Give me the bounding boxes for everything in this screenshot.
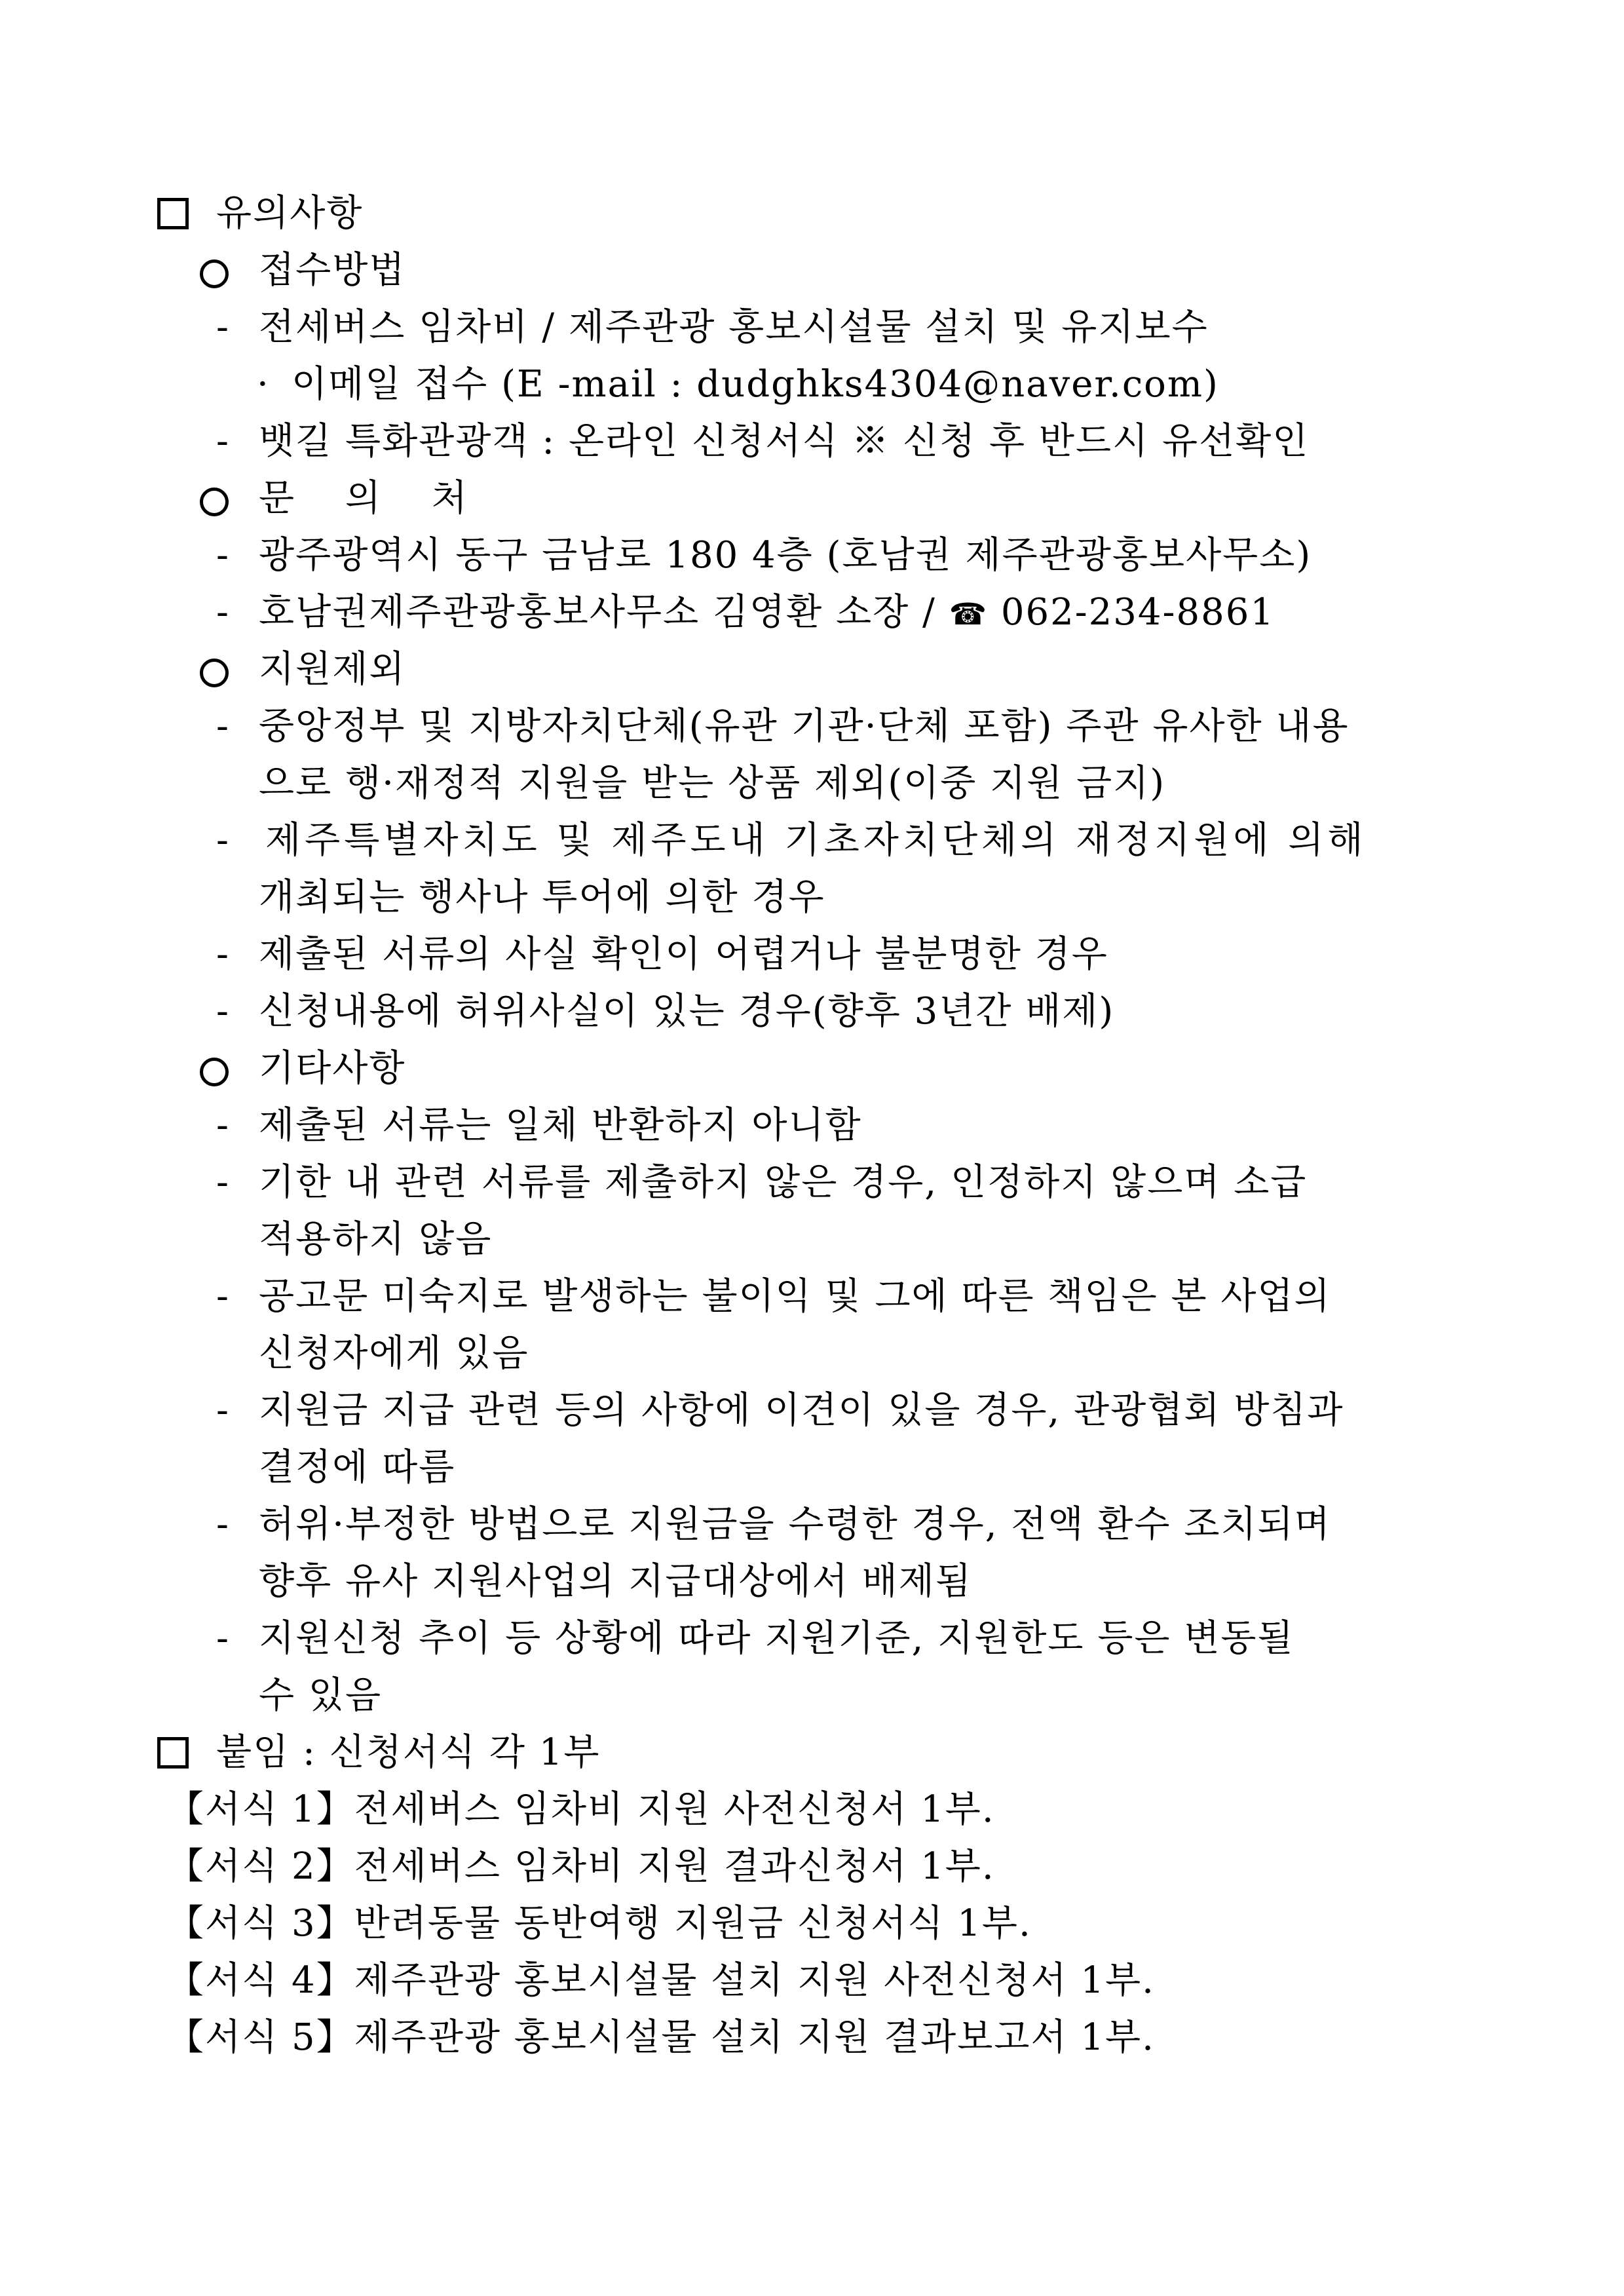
circle-bullet-icon xyxy=(200,488,229,516)
item-text: 공고문 미숙지로 발생하는 불이익 및 그에 따른 책임은 본 사업의 xyxy=(259,1275,1331,1318)
checkbox-icon xyxy=(157,198,189,229)
item-text: 전세버스 임차비 / 제주관광 홍보시설물 설치 및 유지보수 xyxy=(259,306,1209,349)
dash-bullet: - xyxy=(216,990,230,1033)
dot-bullet: · xyxy=(257,363,270,406)
subsection-title: 접수방법 xyxy=(259,249,406,292)
subsection-title: 기타사항 xyxy=(259,1047,406,1090)
dash-bullet: - xyxy=(216,705,230,748)
item-text: 지원신청 추이 등 상황에 따라 지원기준, 지원한도 등은 변동될 xyxy=(259,1617,1294,1660)
dash-bullet: - xyxy=(216,819,230,862)
contact-person-text: 호남권제주관광홍보사무소 김영환 소장 / xyxy=(259,591,936,634)
form-title: 제주관광 홍보시설물 설치 지원 결과보고서 1부. xyxy=(354,2016,1155,2059)
item-text: 결정에 따름 xyxy=(259,1446,456,1489)
email-text: 이메일 접수 (E -mail : dudghks4304@naver.com) xyxy=(292,363,1219,406)
dash-bullet: - xyxy=(216,1104,230,1147)
dash-bullet: - xyxy=(216,306,230,349)
form-title: 전세버스 임차비 지원 사전신청서 1부. xyxy=(354,1788,995,1831)
form-label: 【서식 1】 xyxy=(167,1788,354,1831)
form-label: 【서식 2】 xyxy=(167,1845,354,1888)
dash-bullet: - xyxy=(216,420,230,463)
dash-bullet: - xyxy=(216,1161,230,1204)
form-title: 반려동물 동반여행 지원금 신청서식 1부. xyxy=(354,1902,1032,1945)
circle-bullet-icon xyxy=(200,259,229,288)
address-text: 광주광역시 동구 금남로 180 4층 (호남권 제주관광홍보사무소) xyxy=(259,534,1312,577)
item-text: 제출된 서류의 사실 확인이 어렵거나 불분명한 경우 xyxy=(259,933,1108,976)
form-label: 【서식 5】 xyxy=(167,2016,354,2059)
dash-bullet: - xyxy=(216,534,230,577)
form-label: 【서식 4】 xyxy=(167,1959,354,2002)
form-title: 제주관광 홍보시설물 설치 지원 사전신청서 1부. xyxy=(354,1959,1155,2002)
circle-bullet-icon xyxy=(200,659,229,687)
dash-bullet: - xyxy=(216,1275,230,1318)
item-text: 수 있음 xyxy=(259,1674,383,1717)
form-title: 전세버스 임차비 지원 결과신청서 1부. xyxy=(354,1845,995,1888)
phone-icon: ☎ xyxy=(949,596,989,632)
dash-bullet: - xyxy=(216,1503,230,1546)
form-label: 【서식 3】 xyxy=(167,1902,354,1945)
item-text: 뱃길 특화관광객 : 온라인 신청서식 ※ 신청 후 반드시 유선확인 xyxy=(259,420,1310,463)
item-text: 중앙정부 및 지방자치단체(유관 기관·단체 포함) 주관 유사한 내용 xyxy=(259,705,1350,748)
subsection-title: 문 의 처 xyxy=(259,477,487,520)
item-text: 제출된 서류는 일체 반환하지 아니함 xyxy=(259,1104,862,1147)
item-text: 지원금 지급 관련 등의 사항에 이견이 있을 경우, 관광협회 방침과 xyxy=(259,1389,1344,1432)
item-text: 신청내용에 허위사실이 있는 경우(향후 3년간 배제) xyxy=(259,990,1115,1033)
circle-bullet-icon xyxy=(200,1058,229,1086)
section-title: 붙임 : 신청서식 각 1부 xyxy=(216,1731,601,1774)
dash-bullet: - xyxy=(216,1617,230,1660)
phone-number: 062-234-8861 xyxy=(1000,591,1275,634)
item-text: 개최되는 행사나 투어에 의한 경우 xyxy=(259,876,825,919)
item-text: 제주특별자치도 및 제주도내 기초자치단체의 재정지원에 의해 xyxy=(265,819,1367,862)
dash-bullet: - xyxy=(216,591,230,634)
item-text: 기한 내 관련 서류를 제출하지 않은 경우, 인정하지 않으며 소급 xyxy=(259,1161,1308,1204)
checkbox-icon xyxy=(157,1737,189,1769)
item-text: 신청자에게 있음 xyxy=(259,1332,529,1375)
item-text: 허위·부정한 방법으로 지원금을 수령한 경우, 전액 환수 조치되며 xyxy=(259,1503,1331,1546)
subsection-title: 지원제외 xyxy=(259,648,406,691)
section-title: 유의사항 xyxy=(216,192,364,235)
dash-bullet: - xyxy=(216,1389,230,1432)
item-text: 적용하지 않음 xyxy=(259,1218,493,1261)
dash-bullet: - xyxy=(216,933,230,976)
item-text: 으로 행·재정적 지원을 받는 상품 제외(이중 지원 금지) xyxy=(259,762,1166,805)
item-text: 향후 유사 지원사업의 지급대상에서 배제됨 xyxy=(259,1560,972,1603)
